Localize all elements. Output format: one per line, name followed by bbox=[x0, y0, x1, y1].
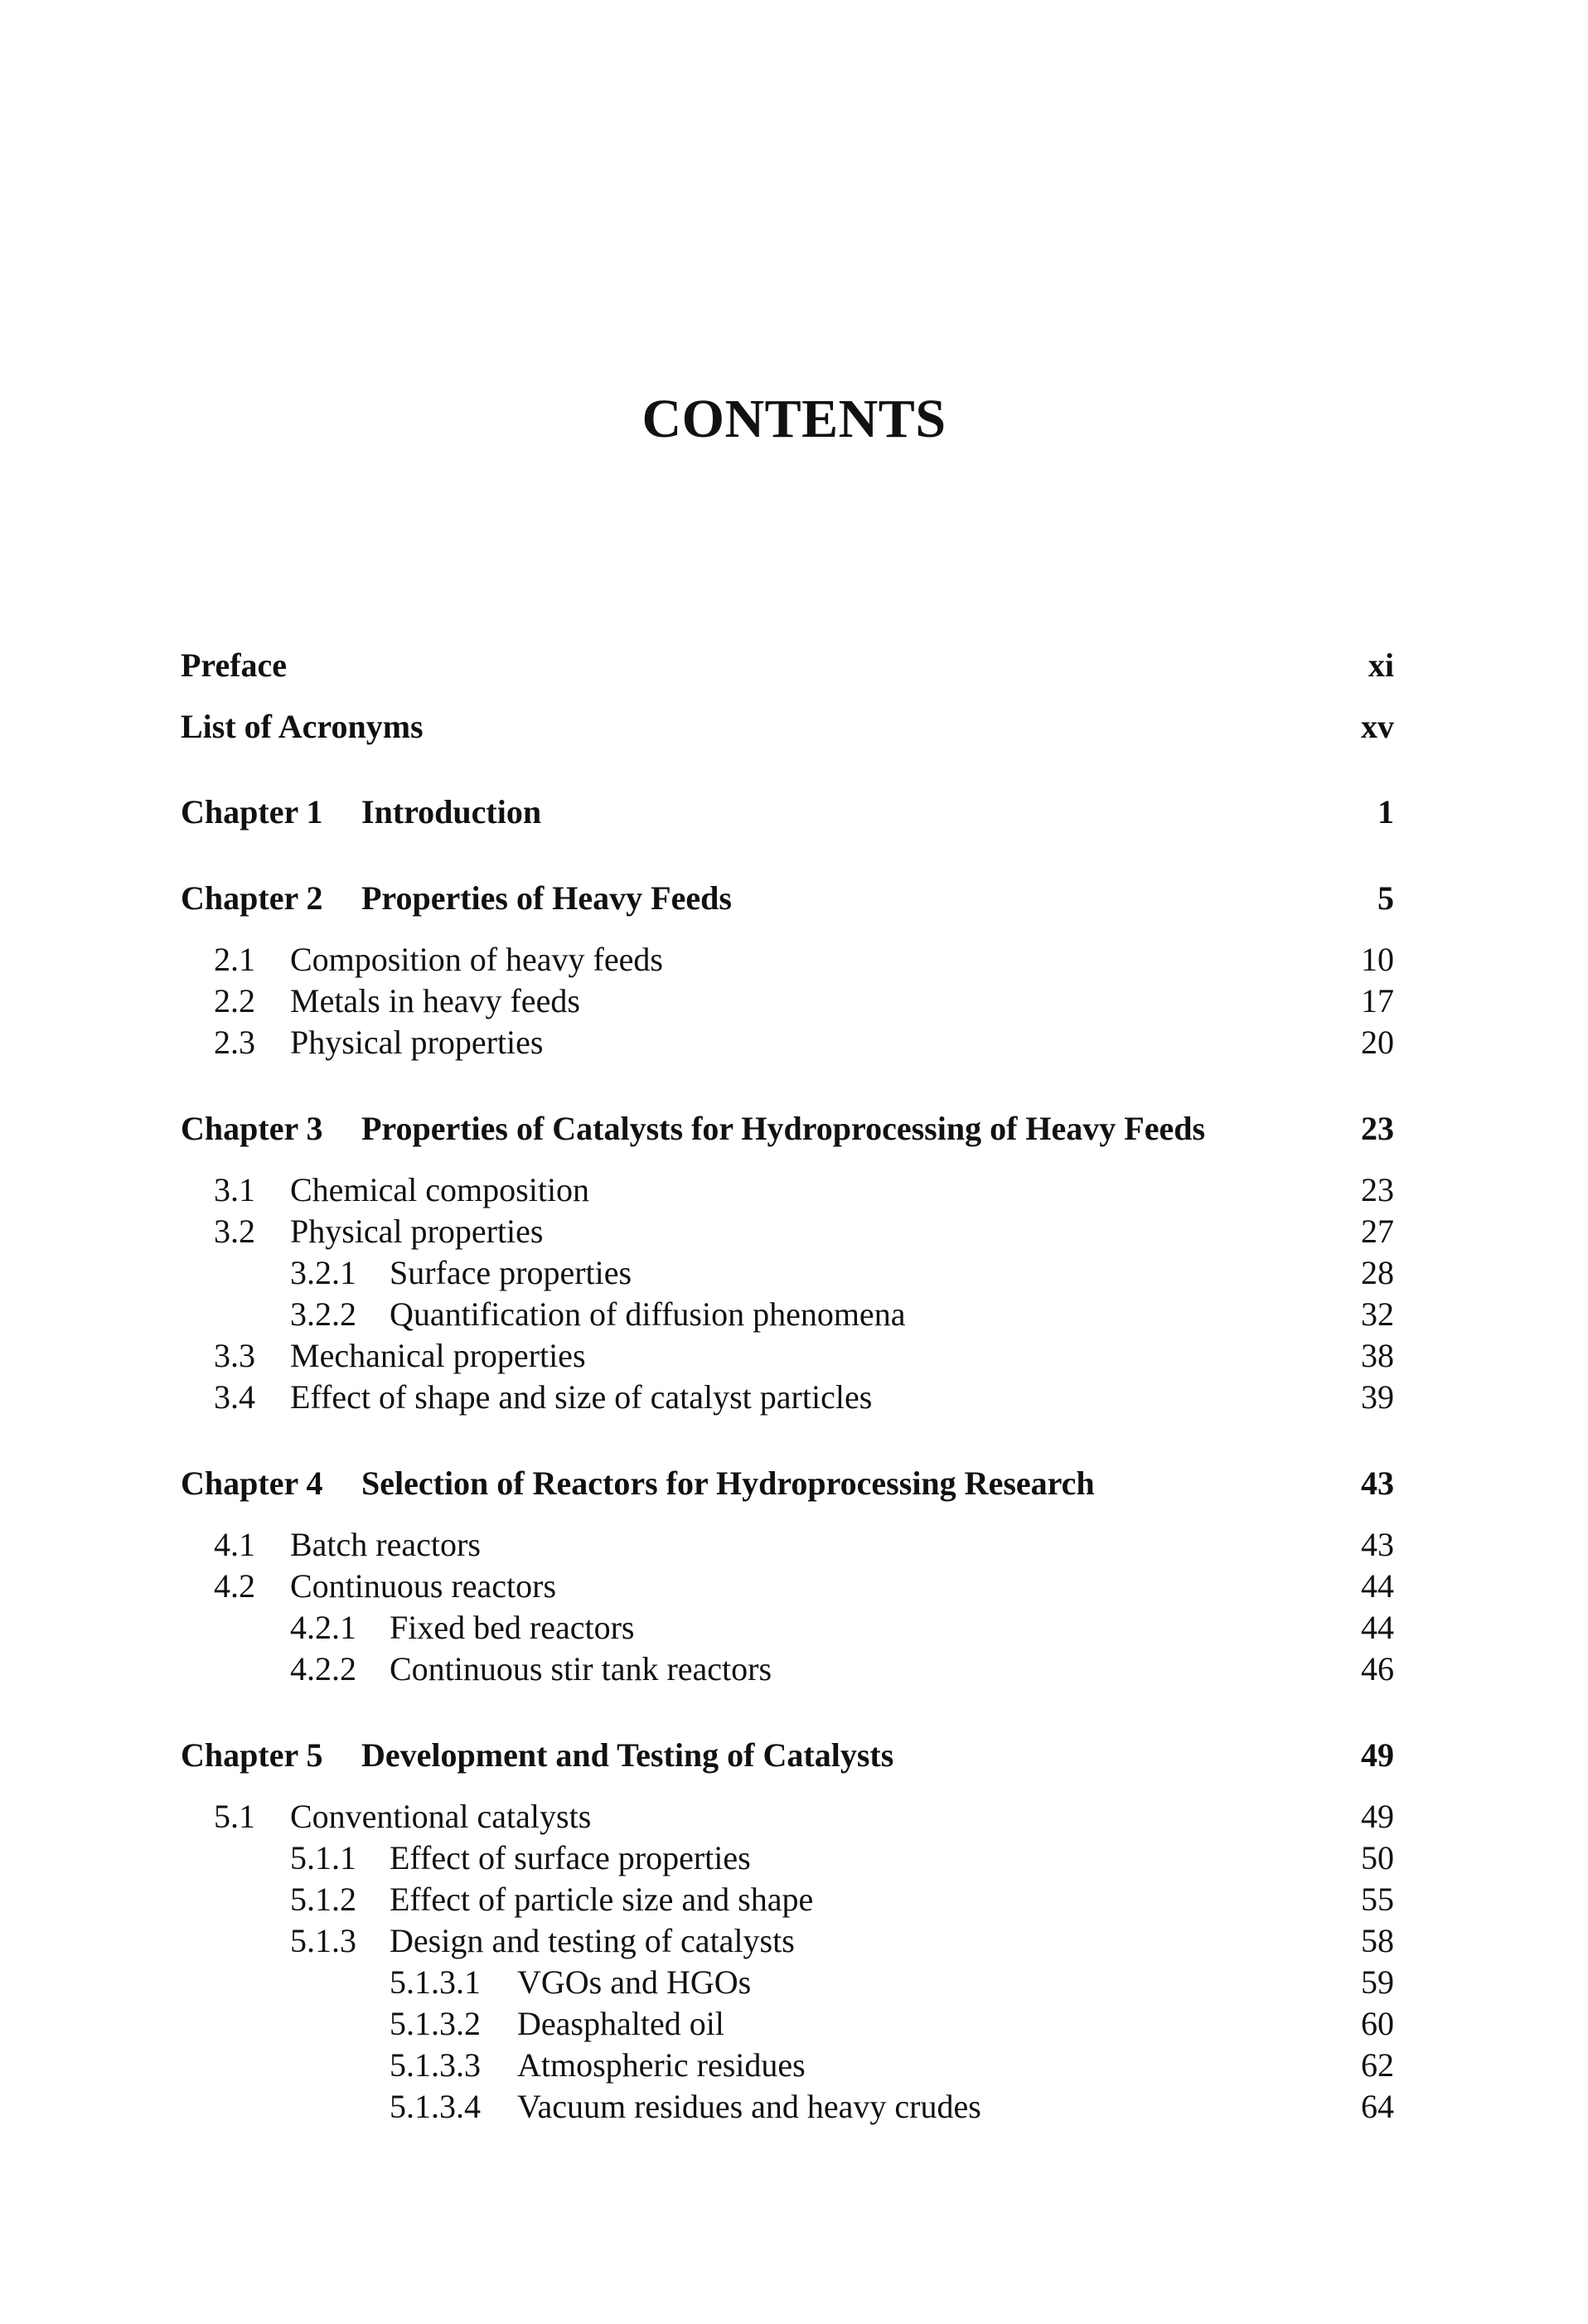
section-title: Mechanical properties bbox=[290, 1337, 586, 1374]
section-number: 4.1 bbox=[214, 1526, 255, 1563]
section-entry bbox=[181, 980, 1394, 1022]
entry-title: List of Acronyms bbox=[181, 708, 424, 745]
subsection-entry bbox=[181, 1649, 1394, 1690]
subsubsection-page: 60 bbox=[1361, 2005, 1394, 2042]
section-page: 44 bbox=[1361, 1567, 1394, 1605]
section-entry bbox=[181, 1335, 1394, 1377]
section-page: 10 bbox=[1361, 941, 1394, 978]
subsection-number: 3.2.1 bbox=[290, 1254, 356, 1291]
section-title: Continuous reactors bbox=[290, 1567, 557, 1605]
chapter-title: Development and Testing of Catalysts bbox=[361, 1736, 894, 1774]
subsection-page: 44 bbox=[1361, 1609, 1394, 1646]
subsection-title: Continuous stir tank reactors bbox=[390, 1650, 772, 1687]
section-page: 38 bbox=[1361, 1337, 1394, 1374]
chapter-title: Introduction bbox=[361, 793, 542, 830]
chapter-heading-1 bbox=[181, 792, 1394, 833]
section-page: 20 bbox=[1361, 1024, 1394, 1061]
subsubsection-page: 59 bbox=[1361, 1963, 1394, 2001]
subsection-title: Fixed bed reactors bbox=[390, 1609, 635, 1646]
section-entry bbox=[181, 1022, 1394, 1063]
chapter-heading-2 bbox=[181, 878, 1394, 919]
section-title: Batch reactors bbox=[290, 1526, 481, 1563]
chapter-page: 1 bbox=[1377, 793, 1394, 830]
subsection-entry bbox=[181, 1607, 1394, 1649]
chapter-heading-4 bbox=[181, 1463, 1394, 1504]
section-number: 3.3 bbox=[214, 1337, 255, 1374]
chapter-title: Selection of Reactors for Hydroprocessing Research bbox=[361, 1465, 1095, 1502]
subsection-entry bbox=[181, 1920, 1394, 1962]
subsubsection-number: 5.1.3.2 bbox=[390, 2005, 481, 2042]
entry-title: Preface bbox=[181, 646, 288, 684]
subsubsection-entry bbox=[181, 2086, 1394, 2128]
subsection-title: Surface properties bbox=[390, 1254, 632, 1291]
subsubsection-title: Vacuum residues and heavy crudes bbox=[517, 2088, 981, 2125]
section-title: Physical properties bbox=[290, 1213, 544, 1250]
toc-entry-acronyms bbox=[181, 706, 1394, 748]
subsection-title: Effect of particle size and shape bbox=[390, 1881, 814, 1918]
subsection-entry bbox=[181, 1879, 1394, 1920]
subsubsection-entry bbox=[181, 1962, 1394, 2003]
section-entry bbox=[181, 1211, 1394, 1252]
section-title: Effect of shape and size of catalyst particles bbox=[290, 1378, 873, 1416]
chapter-page: 23 bbox=[1361, 1110, 1394, 1147]
subsubsection-entry bbox=[181, 2003, 1394, 2045]
section-page: 39 bbox=[1361, 1378, 1394, 1416]
subsection-title: Effect of surface properties bbox=[390, 1839, 751, 1876]
subsection-entry bbox=[181, 1837, 1394, 1879]
section-number: 4.2 bbox=[214, 1567, 255, 1605]
subsection-number: 4.2.2 bbox=[290, 1650, 356, 1687]
section-entry bbox=[181, 1377, 1394, 1418]
chapter-label: Chapter 3 bbox=[181, 1110, 323, 1147]
subsection-page: 55 bbox=[1361, 1881, 1394, 1918]
section-title: Physical properties bbox=[290, 1024, 544, 1061]
section-title: Metals in heavy feeds bbox=[290, 982, 580, 1019]
subsubsection-title: VGOs and HGOs bbox=[517, 1963, 752, 2001]
subsection-entry bbox=[181, 1252, 1394, 1294]
subsection-number: 4.2.1 bbox=[290, 1609, 356, 1646]
section-page: 27 bbox=[1361, 1213, 1394, 1250]
subsubsection-number: 5.1.3.4 bbox=[390, 2088, 481, 2125]
subsubsection-title: Deasphalted oil bbox=[517, 2005, 724, 2042]
chapter-label: Chapter 1 bbox=[181, 793, 323, 830]
entry-page: xv bbox=[1361, 708, 1394, 745]
subsubsection-entry bbox=[181, 2045, 1394, 2086]
chapter-title: Properties of Catalysts for Hydroprocessing of Heavy Feeds bbox=[361, 1110, 1206, 1147]
chapter-label: Chapter 5 bbox=[181, 1736, 323, 1774]
subsubsection-number: 5.1.3.1 bbox=[390, 1963, 481, 2001]
subsection-page: 50 bbox=[1361, 1839, 1394, 1876]
section-entry bbox=[181, 1524, 1394, 1566]
chapter-page: 49 bbox=[1361, 1736, 1394, 1774]
subsection-number: 3.2.2 bbox=[290, 1295, 356, 1333]
toc-entry-preface bbox=[181, 645, 1394, 686]
subsection-page: 28 bbox=[1361, 1254, 1394, 1291]
subsection-page: 46 bbox=[1361, 1650, 1394, 1687]
subsection-number: 5.1.2 bbox=[290, 1881, 356, 1918]
section-title: Conventional catalysts bbox=[290, 1798, 592, 1835]
section-number: 3.1 bbox=[214, 1171, 255, 1208]
subsection-entry bbox=[181, 1294, 1394, 1335]
chapter-heading-3 bbox=[181, 1108, 1394, 1150]
chapter-page: 43 bbox=[1361, 1465, 1394, 1502]
section-page: 43 bbox=[1361, 1526, 1394, 1563]
subsection-title: Quantification of diffusion phenomena bbox=[390, 1295, 906, 1333]
section-page: 23 bbox=[1361, 1171, 1394, 1208]
chapter-page: 5 bbox=[1377, 879, 1394, 917]
section-number: 3.2 bbox=[214, 1213, 255, 1250]
section-entry bbox=[181, 939, 1394, 980]
section-entry bbox=[181, 1169, 1394, 1211]
chapter-title: Properties of Heavy Feeds bbox=[361, 879, 732, 917]
section-number: 2.1 bbox=[214, 941, 255, 978]
chapter-heading-5 bbox=[181, 1735, 1394, 1776]
chapter-label: Chapter 4 bbox=[181, 1465, 323, 1502]
section-number: 5.1 bbox=[214, 1798, 255, 1835]
section-title: Composition of heavy feeds bbox=[290, 941, 663, 978]
chapter-label: Chapter 2 bbox=[181, 879, 323, 917]
section-number: 3.4 bbox=[214, 1378, 255, 1416]
subsection-page: 58 bbox=[1361, 1922, 1394, 1959]
subsubsection-number: 5.1.3.3 bbox=[390, 2046, 481, 2084]
subsubsection-page: 62 bbox=[1361, 2046, 1394, 2084]
section-title: Chemical composition bbox=[290, 1171, 590, 1208]
subsubsection-title: Atmospheric residues bbox=[517, 2046, 806, 2084]
section-number: 2.2 bbox=[214, 982, 255, 1019]
section-page: 17 bbox=[1361, 982, 1394, 1019]
section-entry bbox=[181, 1796, 1394, 1837]
subsection-page: 32 bbox=[1361, 1295, 1394, 1333]
subsubsection-page: 64 bbox=[1361, 2088, 1394, 2125]
table-of-contents bbox=[181, 645, 1394, 2128]
subsection-number: 5.1.1 bbox=[290, 1839, 356, 1876]
section-page: 49 bbox=[1361, 1798, 1394, 1835]
subsection-number: 5.1.3 bbox=[290, 1922, 356, 1959]
page-title: CONTENTS bbox=[641, 389, 947, 449]
subsection-title: Design and testing of catalysts bbox=[390, 1922, 795, 1959]
section-number: 2.3 bbox=[214, 1024, 255, 1061]
section-entry bbox=[181, 1566, 1394, 1607]
entry-page: xi bbox=[1368, 646, 1394, 684]
